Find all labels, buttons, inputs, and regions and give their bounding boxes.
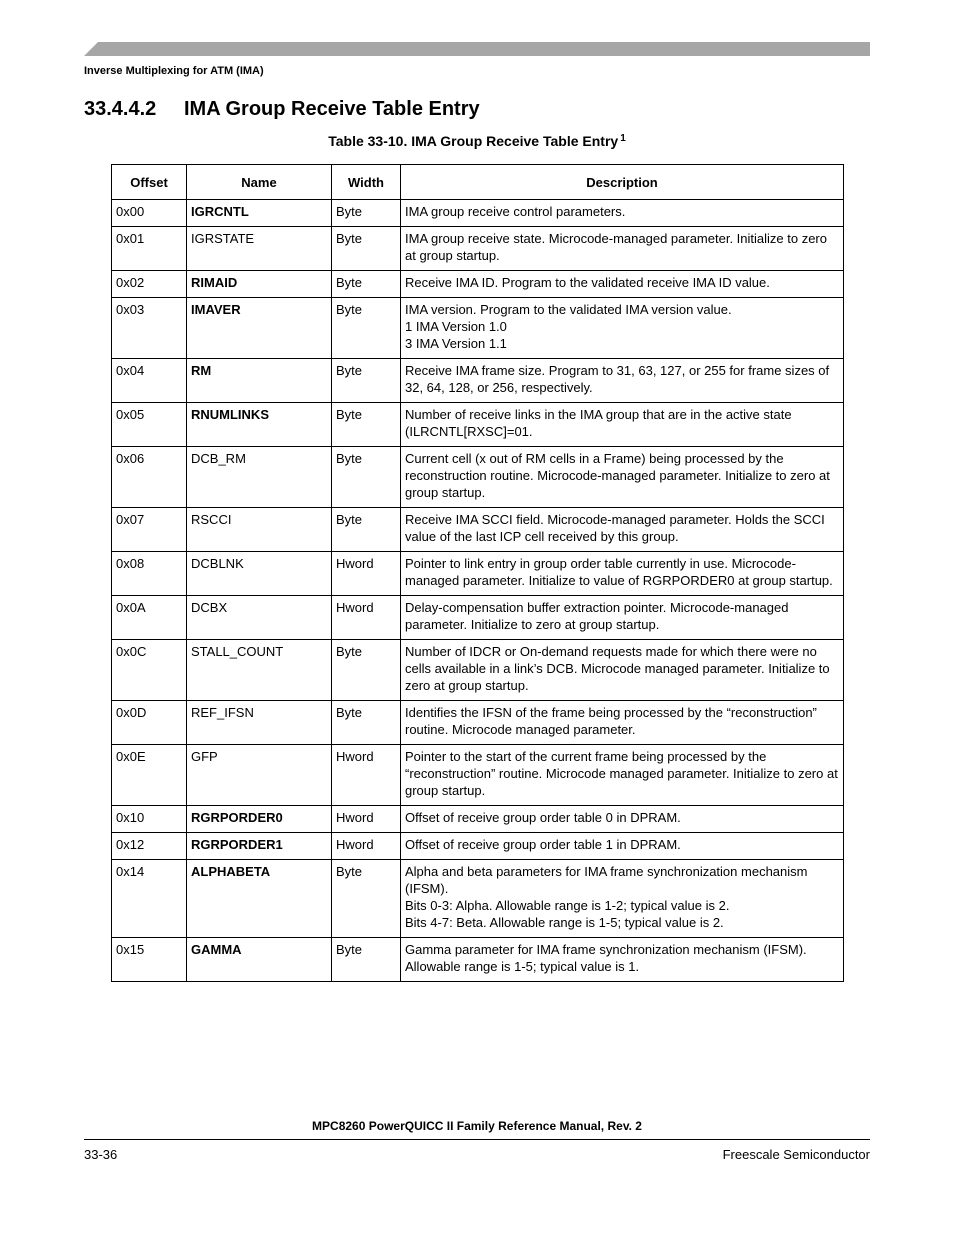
- cell-width: Byte: [332, 640, 401, 701]
- cell-description: [401, 447, 844, 508]
- footer-rule: [84, 1139, 870, 1140]
- description-line: Bits 4-7: Beta. Allowable range is 1-5; typical value is 2.: [405, 915, 724, 930]
- cell-name: RM: [187, 359, 332, 403]
- description-line: Pointer to the start of the current frame being processed by the “reconstruction” routine. Microcode managed parameter. Initialize to zero at group startup.: [405, 749, 838, 798]
- cell-offset: 0x00: [112, 200, 187, 227]
- cell-description: [401, 745, 844, 806]
- table-caption-text: Table 33-10. IMA Group Receive Table Entry: [328, 133, 619, 149]
- cell-description: [401, 200, 844, 227]
- cell-offset: 0x0D: [112, 701, 187, 745]
- description-line: Alpha and beta parameters for IMA frame synchronization mechanism (IFSM).: [405, 864, 808, 896]
- section-number: 33.4.4.2: [84, 98, 157, 120]
- cell-name: IMAVER: [187, 298, 332, 359]
- cell-width: Byte: [332, 938, 401, 982]
- table-row: [112, 552, 844, 596]
- cell-offset: 0x01: [112, 227, 187, 271]
- cell-description: [401, 701, 844, 745]
- cell-description: [401, 298, 844, 359]
- cell-description: [401, 508, 844, 552]
- cell-offset: 0x03: [112, 298, 187, 359]
- cell-width: Byte: [332, 701, 401, 745]
- column-header-offset: Offset: [112, 165, 187, 200]
- description-line: IMA group receive state. Microcode-managed parameter. Initialize to zero at group startup.: [405, 231, 827, 263]
- cell-description: [401, 860, 844, 938]
- cell-description: [401, 271, 844, 298]
- cell-width: Hword: [332, 596, 401, 640]
- cell-name: RGRPORDER1: [187, 833, 332, 860]
- column-header-description: Description: [401, 165, 844, 200]
- cell-width: Byte: [332, 508, 401, 552]
- description-line: Offset of receive group order table 1 in DPRAM.: [405, 837, 681, 852]
- footer-manual-title: MPC8260 PowerQUICC II Family Reference Manual, Rev. 2: [312, 1119, 642, 1133]
- column-header-width: Width: [332, 165, 401, 200]
- description-line: Number of receive links in the IMA group that are in the active state (ILRCNTL[RXSC]=01.: [405, 407, 792, 439]
- table-row: [112, 596, 844, 640]
- cell-description: [401, 806, 844, 833]
- section-title: IMA Group Receive Table Entry: [184, 98, 480, 120]
- cell-width: Byte: [332, 200, 401, 227]
- description-line: Delay-compensation buffer extraction pointer. Microcode-managed parameter. Initialize to zero at group startup.: [405, 600, 789, 632]
- header-bar: [84, 42, 870, 56]
- description-line: Current cell (x out of RM cells in a Frame) being processed by the reconstruction routine. Microcode-managed parameter. Initialize to zero at group startup.: [405, 451, 830, 500]
- table-row: [112, 640, 844, 701]
- cell-width: Byte: [332, 298, 401, 359]
- description-line: IMA group receive control parameters.: [405, 204, 626, 219]
- footnote-mark: 1: [620, 133, 626, 144]
- column-header-name: Name: [187, 165, 332, 200]
- cell-offset: 0x0C: [112, 640, 187, 701]
- table-row: [112, 403, 844, 447]
- cell-width: Byte: [332, 359, 401, 403]
- cell-description: [401, 596, 844, 640]
- cell-width: Hword: [332, 833, 401, 860]
- cell-description: [401, 833, 844, 860]
- cell-description: [401, 359, 844, 403]
- cell-name: ALPHABETA: [187, 860, 332, 938]
- cell-name: RGRPORDER0: [187, 806, 332, 833]
- cell-name: STALL_COUNT: [187, 640, 332, 701]
- cell-offset: 0x10: [112, 806, 187, 833]
- table-caption: [0, 133, 954, 149]
- cell-width: Byte: [332, 860, 401, 938]
- description-line: Bits 0-3: Alpha. Allowable range is 1-2; typical value is 2.: [405, 898, 730, 913]
- description-line: Pointer to link entry in group order table currently in use. Microcode-managed parameter. Initialize to value of RGRPORDER0 at group startup.: [405, 556, 833, 588]
- cell-offset: 0x0A: [112, 596, 187, 640]
- cell-description: [401, 640, 844, 701]
- description-line: 1 IMA Version 1.0: [405, 319, 507, 334]
- cell-name: IGRSTATE: [187, 227, 332, 271]
- cell-offset: 0x05: [112, 403, 187, 447]
- table-row: [112, 701, 844, 745]
- cell-name: RIMAID: [187, 271, 332, 298]
- cell-offset: 0x06: [112, 447, 187, 508]
- cell-width: Byte: [332, 403, 401, 447]
- cell-offset: 0x07: [112, 508, 187, 552]
- cell-description: [401, 552, 844, 596]
- table-row: [112, 806, 844, 833]
- cell-offset: 0x12: [112, 833, 187, 860]
- cell-name: GFP: [187, 745, 332, 806]
- receive-table: [111, 164, 844, 982]
- description-line: Identifies the IFSN of the frame being processed by the “reconstruction” routine. Microcode managed parameter.: [405, 705, 817, 737]
- running-header: Inverse Multiplexing for ATM (IMA): [84, 65, 264, 77]
- cell-name: DCB_RM: [187, 447, 332, 508]
- table-row: [112, 200, 844, 227]
- table-body: [112, 200, 844, 982]
- page-number: 33-36: [84, 1147, 118, 1162]
- cell-description: [401, 227, 844, 271]
- table-row: [112, 508, 844, 552]
- header-bar-graphic: [84, 42, 870, 56]
- description-line: Receive IMA frame size. Program to 31, 63, 127, or 255 for frame sizes of 32, 64, 128, or 256, respectively.: [405, 363, 830, 395]
- cell-offset: 0x15: [112, 938, 187, 982]
- cell-description: [401, 403, 844, 447]
- cell-name: DCBLNK: [187, 552, 332, 596]
- description-line: Number of IDCR or On-demand requests made for which there were no cells available in a link’s DCB. Microcode managed parameter. Initialize to zero at group startup.: [405, 644, 830, 693]
- cell-width: Hword: [332, 745, 401, 806]
- cell-offset: 0x04: [112, 359, 187, 403]
- table-header-row: [112, 165, 844, 200]
- cell-description: [401, 938, 844, 982]
- cell-width: Hword: [332, 552, 401, 596]
- table-row: [112, 833, 844, 860]
- table-row: [112, 447, 844, 508]
- cell-offset: 0x0E: [112, 745, 187, 806]
- description-line: 3 IMA Version 1.1: [405, 336, 507, 351]
- cell-width: Byte: [332, 271, 401, 298]
- description-line: Gamma parameter for IMA frame synchronization mechanism (IFSM). Allowable range is 1-5; typical value is 1.: [405, 942, 807, 974]
- cell-width: Hword: [332, 806, 401, 833]
- table-row: [112, 938, 844, 982]
- table-row: [112, 745, 844, 806]
- cell-offset: 0x14: [112, 860, 187, 938]
- cell-name: RNUMLINKS: [187, 403, 332, 447]
- cell-name: IGRCNTL: [187, 200, 332, 227]
- description-line: Offset of receive group order table 0 in DPRAM.: [405, 810, 681, 825]
- description-line: Receive IMA SCCI field. Microcode-managed parameter. Holds the SCCI value of the last ICP cell received by this group.: [405, 512, 825, 544]
- description-line: Receive IMA ID. Program to the validated receive IMA ID value.: [405, 275, 770, 290]
- table-row: [112, 860, 844, 938]
- cell-name: REF_IFSN: [187, 701, 332, 745]
- description-line: IMA version. Program to the validated IMA version value.: [405, 302, 732, 317]
- cell-offset: 0x02: [112, 271, 187, 298]
- cell-name: GAMMA: [187, 938, 332, 982]
- section-heading: [84, 98, 480, 121]
- table-row: [112, 227, 844, 271]
- table-row: [112, 298, 844, 359]
- cell-name: DCBX: [187, 596, 332, 640]
- cell-width: Byte: [332, 447, 401, 508]
- cell-width: Byte: [332, 227, 401, 271]
- publisher: Freescale Semiconductor: [722, 1147, 870, 1162]
- table-row: [112, 359, 844, 403]
- cell-name: RSCCI: [187, 508, 332, 552]
- cell-offset: 0x08: [112, 552, 187, 596]
- table-row: [112, 271, 844, 298]
